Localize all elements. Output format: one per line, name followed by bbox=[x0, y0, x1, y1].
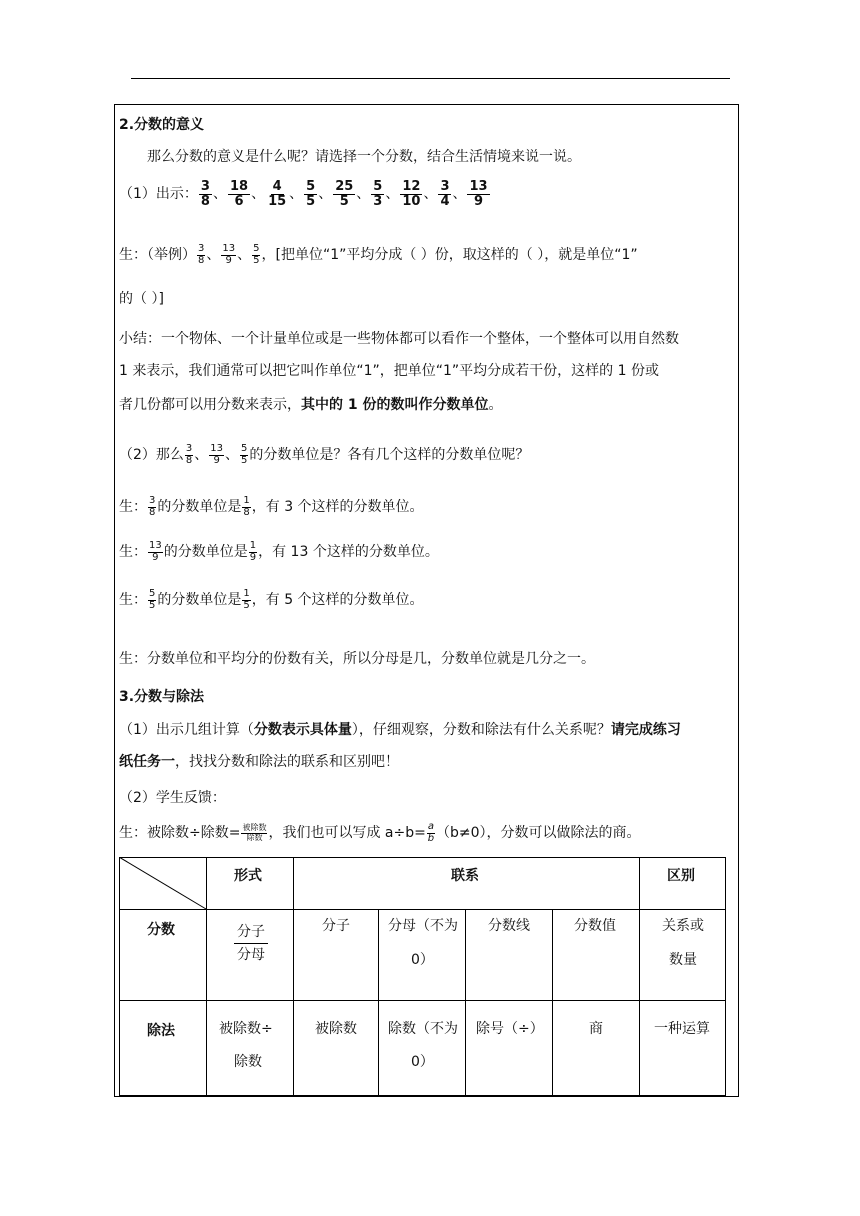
separator: 、 bbox=[385, 186, 400, 203]
separator: 、 bbox=[251, 186, 266, 203]
col-line bbox=[639, 857, 640, 1096]
fraction bbox=[209, 444, 224, 466]
separator: 、 bbox=[423, 186, 438, 203]
frac-num: 1 bbox=[243, 588, 250, 599]
frac-num: 3 bbox=[185, 443, 193, 454]
frac-den: 8 bbox=[185, 454, 193, 466]
frac-den: 5 bbox=[339, 193, 349, 209]
separator: 、 bbox=[452, 186, 467, 203]
frac-num: 3 bbox=[440, 179, 450, 194]
frac-num: 被除数 bbox=[242, 823, 267, 833]
frac-den: 10 bbox=[402, 193, 421, 209]
comparison-table bbox=[119, 857, 726, 1096]
formula-post: （b≠0），分数可以做除法的商。 bbox=[436, 825, 641, 841]
frac-num: 5 bbox=[149, 588, 156, 599]
show-label: （1）出示： bbox=[119, 186, 198, 203]
cell-diff-2: 数量 bbox=[669, 952, 697, 968]
summary-bold: 其中的 1 份的数叫作分数单位 bbox=[301, 397, 489, 413]
cell-dividend: 被除数 bbox=[315, 1021, 357, 1037]
separator: 、 bbox=[206, 247, 221, 263]
fraction bbox=[148, 541, 163, 563]
col-line bbox=[465, 909, 466, 1096]
frac-num: 3 bbox=[198, 243, 205, 254]
frac-den: 4 bbox=[440, 193, 450, 209]
frac-den: 9 bbox=[474, 193, 484, 209]
frac-den: 5 bbox=[241, 454, 248, 466]
form-fraction bbox=[234, 921, 268, 966]
col-line bbox=[378, 909, 379, 1096]
s3-bold: 分数表示具体量 bbox=[253, 722, 352, 738]
frac-num: 12 bbox=[402, 179, 421, 194]
frac-num: 5 bbox=[306, 179, 316, 194]
form-bottom: 除数 bbox=[234, 1054, 262, 1070]
fraction bbox=[221, 244, 236, 266]
cell-fraction-line: 分数线 bbox=[488, 918, 530, 934]
frac-den: 8 bbox=[243, 506, 250, 518]
answer-post: ，有 3 个这样的分数单位。 bbox=[251, 499, 424, 515]
intro-text: 那么分数的意义是什么呢？请选择一个分数，结合生活情境来说一说。 bbox=[147, 149, 581, 165]
cell-fraction-value: 分数值 bbox=[574, 918, 616, 934]
cell-diff: 一种运算 bbox=[654, 1021, 710, 1037]
form-top: 分子 bbox=[234, 921, 268, 944]
cell-denominator-2: 0） bbox=[411, 952, 434, 968]
answer-prefix: 生： bbox=[119, 592, 147, 608]
header-difference: 区别 bbox=[667, 868, 695, 884]
fraction bbox=[333, 180, 355, 208]
answer-mid: 的分数单位是 bbox=[157, 499, 242, 515]
fraction bbox=[242, 496, 250, 518]
frac-num: 1 bbox=[249, 540, 257, 551]
summary-end: 。 bbox=[488, 397, 503, 413]
q2-fractions bbox=[184, 443, 249, 466]
separator: 、 bbox=[289, 186, 304, 203]
form-top: 被除数÷ bbox=[219, 1021, 273, 1037]
answer-prefix: 生： bbox=[119, 544, 147, 560]
diagonal-header bbox=[119, 857, 207, 910]
student-fractions bbox=[196, 243, 261, 266]
fraction bbox=[438, 180, 451, 208]
frac-num: 3 bbox=[149, 495, 156, 506]
separator: 、 bbox=[356, 186, 371, 203]
header-rule bbox=[131, 78, 730, 79]
frac-den: 6 bbox=[234, 193, 244, 209]
fraction bbox=[199, 180, 212, 208]
row-line bbox=[119, 1095, 726, 1096]
fraction bbox=[467, 180, 489, 208]
frac-den: 8 bbox=[149, 506, 156, 518]
frac-den: 除数 bbox=[246, 832, 263, 842]
frac-num: 13 bbox=[210, 443, 224, 454]
col-line bbox=[552, 909, 553, 1096]
frac-num: 5 bbox=[373, 179, 383, 194]
cell-divisor: 除数（不为 bbox=[388, 1021, 458, 1037]
s3-text: ），仔细观察，分数和除法有什么关系呢？ bbox=[351, 722, 611, 738]
frac-den: 9 bbox=[152, 551, 159, 563]
answer-mid: 的分数单位是 bbox=[157, 592, 242, 608]
fraction bbox=[148, 496, 156, 518]
cell-division-sign: 除号（÷） bbox=[476, 1021, 544, 1037]
row-label-fraction: 分数 bbox=[147, 922, 175, 938]
question-2-line bbox=[119, 444, 529, 466]
frac-num: 5 bbox=[253, 243, 260, 254]
q2-suffix: 的分数单位是？各有几个这样的分数单位呢？ bbox=[249, 447, 530, 463]
s3-para-1 bbox=[119, 719, 681, 739]
summary-line-1: 小结：一个物体、一个计量单位或是一些物体都可以看作一个整体，一个整体可以用自然数 bbox=[119, 331, 679, 347]
fraction bbox=[197, 244, 205, 266]
fraction bbox=[304, 180, 317, 208]
s3-bold: 请完成练习 bbox=[610, 722, 681, 738]
separator: 、 bbox=[318, 186, 333, 203]
answer-line bbox=[119, 496, 424, 518]
frac-num: 13 bbox=[149, 540, 162, 551]
form-bottom: 分母 bbox=[237, 947, 265, 963]
s3-text: ，找找分数和除法的联系和区别吧！ bbox=[175, 754, 399, 770]
fraction bbox=[185, 444, 193, 466]
frac-num: a bbox=[427, 821, 434, 832]
student-prefix: 生：（举例） bbox=[119, 247, 196, 263]
answer-prefix: 生： bbox=[119, 499, 147, 515]
section-heading-2: 2.分数的意义 bbox=[119, 117, 205, 133]
fraction-list-line bbox=[119, 180, 491, 208]
fraction bbox=[242, 589, 250, 611]
fraction bbox=[228, 180, 250, 208]
section-heading-3: 3.分数与除法 bbox=[119, 689, 205, 705]
answer-mid: 的分数单位是 bbox=[163, 544, 248, 560]
summary-line-2: 1 来表示，我们通常可以把它叫作单位“1”，把单位“1”平均分成若干份，这样的 1 份或 bbox=[119, 363, 659, 379]
col-line bbox=[725, 857, 726, 1096]
separator: 、 bbox=[237, 247, 252, 263]
answer-post: ，有 5 个这样的分数单位。 bbox=[251, 592, 424, 608]
s3-bold: 纸任务一 bbox=[119, 754, 175, 770]
frac-den: 5 bbox=[243, 599, 250, 611]
row-line bbox=[119, 1000, 726, 1001]
frac-den: 9 bbox=[249, 551, 257, 563]
cell-divisor-2: 0） bbox=[411, 1054, 434, 1070]
s3-text: （1）出示几组计算（ bbox=[119, 722, 254, 738]
answer-post: ，有 13 个这样的分数单位。 bbox=[258, 544, 439, 560]
formula-mid: ，我们也可以写成 a÷b= bbox=[268, 825, 426, 841]
fraction bbox=[249, 541, 257, 563]
frac-den: 5 bbox=[306, 193, 316, 209]
s3-para-2: （2）学生反馈： bbox=[119, 790, 226, 806]
frac-den: 8 bbox=[198, 254, 205, 266]
frac-num: 18 bbox=[229, 179, 249, 194]
student-line-2: 的（ ）] bbox=[119, 291, 164, 307]
cell-diff: 关系或 bbox=[662, 918, 704, 934]
fraction bbox=[252, 244, 260, 266]
ab-fraction bbox=[427, 822, 435, 844]
frac-den: 9 bbox=[213, 454, 220, 466]
frac-den: 15 bbox=[268, 193, 287, 209]
fraction bbox=[371, 180, 384, 208]
cell-quotient: 商 bbox=[589, 1021, 603, 1037]
fraction bbox=[240, 444, 248, 466]
frac-den: 3 bbox=[373, 193, 383, 209]
col-line bbox=[293, 857, 294, 1096]
frac-den: 9 bbox=[225, 254, 232, 266]
frac-num: 3 bbox=[200, 179, 210, 194]
q2-prefix: （2）那么 bbox=[119, 447, 184, 463]
frac-den: 5 bbox=[253, 254, 260, 266]
frac-num: 1 bbox=[243, 495, 250, 506]
fraction bbox=[400, 180, 422, 208]
row-label-division: 除法 bbox=[147, 1023, 175, 1039]
separator: 、 bbox=[194, 447, 209, 463]
frac-num: 25 bbox=[335, 179, 354, 194]
header-form: 形式 bbox=[234, 868, 262, 884]
student-example-line bbox=[119, 244, 638, 266]
word-fraction bbox=[241, 824, 267, 842]
header-relation: 联系 bbox=[451, 868, 479, 884]
s3-para-1b bbox=[119, 751, 399, 771]
answer-line bbox=[119, 589, 424, 611]
frac-den: 8 bbox=[200, 193, 210, 209]
conclusion-line: 生：分数单位和平均分的份数有关，所以分母是几，分数单位就是几分之一。 bbox=[119, 651, 595, 667]
frac-num: 13 bbox=[222, 243, 236, 254]
answer-line bbox=[119, 541, 439, 563]
separator: 、 bbox=[212, 186, 227, 203]
cell-numerator: 分子 bbox=[322, 918, 350, 934]
fraction-list bbox=[198, 179, 491, 209]
frac-num: 13 bbox=[469, 179, 488, 194]
separator: 、 bbox=[225, 447, 240, 463]
fraction bbox=[266, 180, 288, 208]
fraction bbox=[148, 589, 156, 611]
frac-num: 4 bbox=[272, 179, 282, 194]
cell-denominator: 分母（不为 bbox=[388, 918, 458, 934]
student-rest: ，[把单位“1”平均分成（ ）份，取这样的（ ），就是单位“1” bbox=[261, 247, 638, 263]
frac-num: 5 bbox=[241, 443, 248, 454]
frac-den: 5 bbox=[149, 599, 156, 611]
formula-pre: 生：被除数÷除数= bbox=[119, 825, 241, 841]
summary-text: 者几份都可以用分数来表示， bbox=[119, 397, 301, 413]
frac-den: b bbox=[427, 832, 435, 844]
summary-line-3 bbox=[119, 394, 503, 414]
s3-formula-line bbox=[119, 822, 641, 844]
